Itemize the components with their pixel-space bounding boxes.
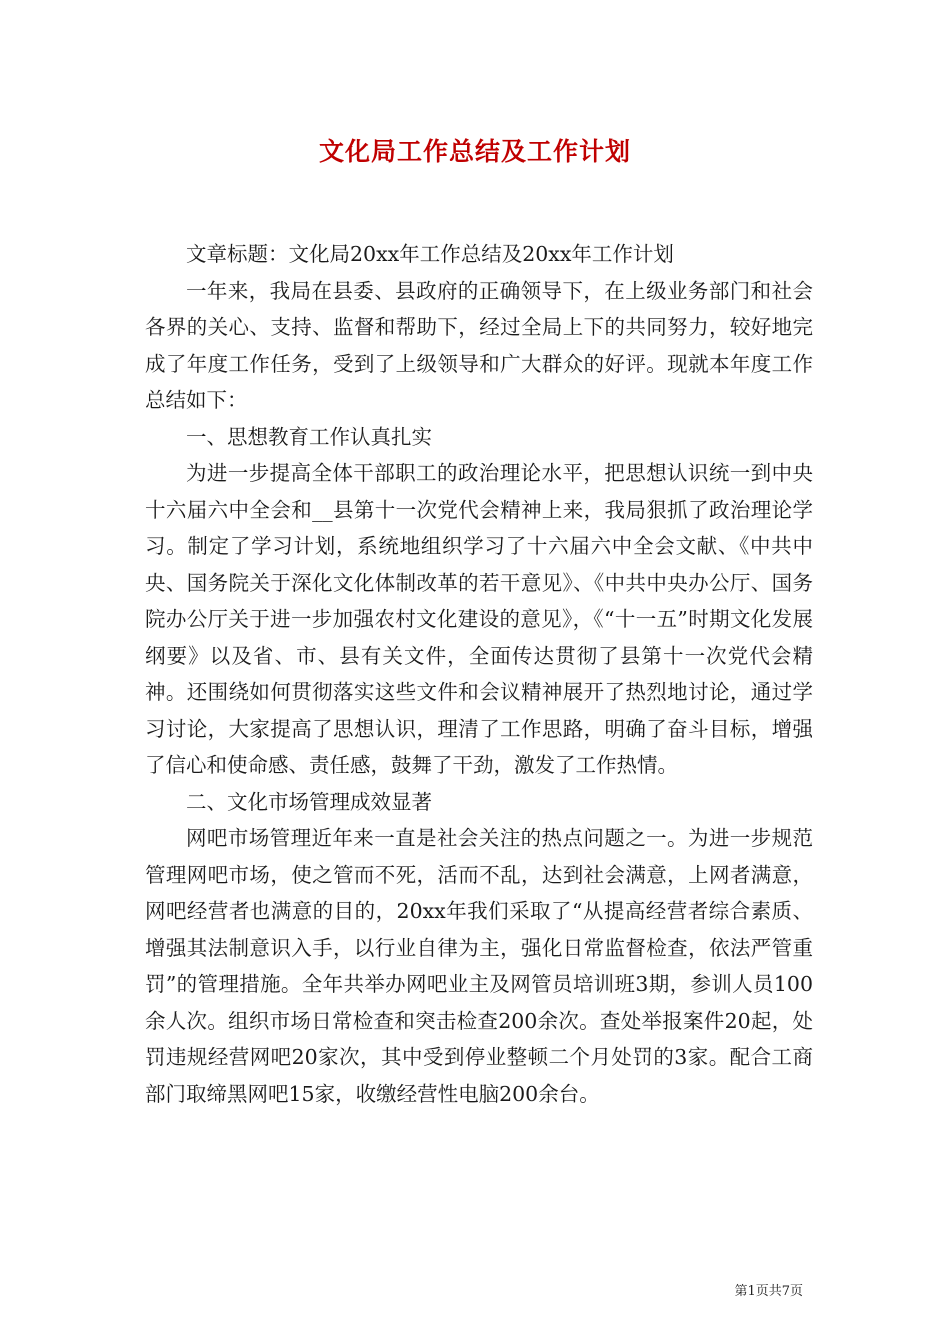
intro-paragraph: 一年来，我局在县委、县政府的正确领导下，在上级业务部门和社会各界的关心、支持、监督和帮助下，经过全局上下的共同努力，较好地完成了年度工作任务，受到了上级领导和广大群众的好评。现就本年度工作总结如下： — [145, 278, 813, 412]
section-1-paragraph: 为进一步提高全体干部职工的政治理论水平，把思想认识统一到中央十六届六中全会和__县第十一次党代会精神上来，我局狠抓了政治理论学习。制定了学习计划，系统地组织学习了十六届六中全会文献、《中共中央、国务院关于深化文化体制改革的若干意见》、《中共中央办公厅、国务院办公厅关于进一步加强农村文化建设的意见》，《“十一五”时期文化发展纲要》以及省、市、县有关文件，全面传达贯彻了县第十一次党代会精神。还围绕如何贯彻落实这些文件和会议精神展开了热烈地讨论，通过学习讨论，大家提高了思想认识，理清了工作思路，明确了奋斗目标，增强了信心和使命感、责任感，鼓舞了干劲，激发了工作热情。 — [145, 461, 813, 777]
document-title: 文化局工作总结及工作计划 — [318, 137, 631, 166]
document-body — [145, 236, 813, 1112]
section-heading-2: 二、文化市场管理成效显著 — [186, 789, 432, 814]
article-title-line: 文章标题：文化局20xx年工作总结及20xx年工作计划 — [186, 242, 674, 266]
section-heading-1: 一、思想教育工作认真扎实 — [186, 424, 432, 449]
page-indicator: 第1页共7页 — [734, 1284, 803, 1299]
section-2-paragraph: 网吧市场管理近年来一直是社会关注的热点问题之一。为进一步规范管理网吧市场，使之管而不死，活而不乱，达到社会满意，上网者满意，网吧经营者也满意的目的，20xx年我们采取了“从提高经营者综合素质、增强其法制意识入手，以行业自律为主，强化日常监督检查，依法严管重罚”的管理措施。全年共举办网吧业主及网管员培训班3期，参训人员100余人次。组织市场日常检查和突击检查200余次。查处举报案件20起，处罚违规经营网吧20家次，其中受到停业整顿二个月处罚的3家。配合工商部门取缔黑网吧15家，收缴经营性电脑200余台。 — [145, 826, 813, 1106]
